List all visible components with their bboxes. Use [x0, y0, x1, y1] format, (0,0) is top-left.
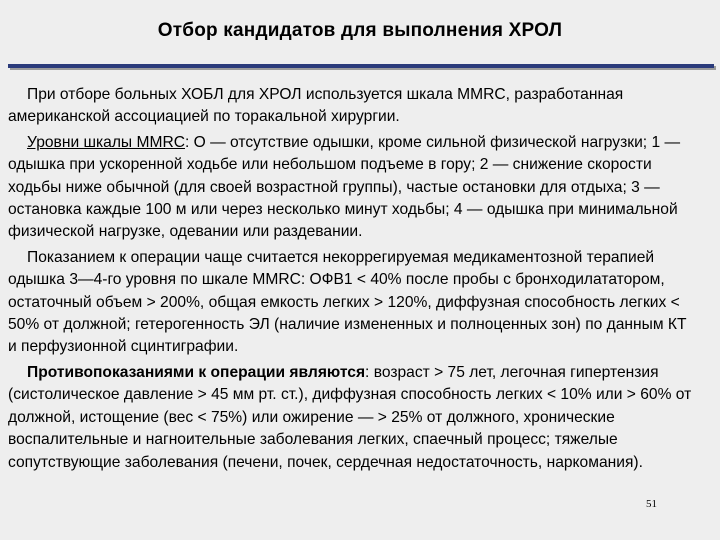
paragraph-text: : возраст > 75 лет, легочная гипертензия (систолическое давление > 45 мм рт. ст.), диффузная способность легких < 10% или > 60% от должной, истощение (вес < 75%) или ожирение — > 25% от должного, хронические воспалительные и нагноительные заболевания легких, спаечный процесс; тяжелые сопутствующие заболевания (печени, почек, сердечная недостаточность, наркомания).	[8, 363, 692, 471]
slide-body	[8, 84, 694, 477]
paragraph-mmrc-levels	[8, 132, 694, 244]
page-number: 51	[646, 498, 657, 510]
title-divider	[8, 64, 714, 68]
contraindications-heading: Противопоказаниями к операции являются	[27, 363, 366, 381]
paragraph-indications	[8, 247, 694, 359]
paragraph-mmrc-intro	[8, 84, 694, 129]
paragraph-text: Показанием к операции чаще считается некоррегируемая медикаментозной терапией одышка 3—4-го уровня по шкале MMRC: ОФВ1 < 40% после пробы с бронходилататором, остаточный объем > 200%, общая емкость легких > 120%, диффузная способность легких < 50% от должной; гетерогенность ЭЛ (наличие измененных и полноценных зон) по данным КТ и перфузионной сцинтиграфии.	[8, 248, 687, 356]
paragraph-text: При отборе больных ХОБЛ для ХРОЛ используется шкала MMRC, разработанная американской ассоциацией по торакальной хирургии.	[8, 86, 624, 126]
slide-title: Отбор кандидатов для выполнения ХРОЛ	[157, 20, 563, 41]
paragraph-text: : О — отсутствие одышки, кроме сильной физической нагрузки; 1 — одышка при ускоренной ходьбе или небольшом подъеме в гору; 2 — снижение скорости ходьбы ниже обычной (для своей возрастной группы), частые остановки для отдыха; 3 — остановка каждые 100 м или через несколько минут ходьбы; 4 — одышка при минимальной физической нагрузке, одевании или раздевании.	[8, 133, 681, 241]
mmrc-levels-heading: Уровни шкалы MMRC	[27, 133, 185, 151]
paragraph-contraindications	[8, 362, 694, 474]
